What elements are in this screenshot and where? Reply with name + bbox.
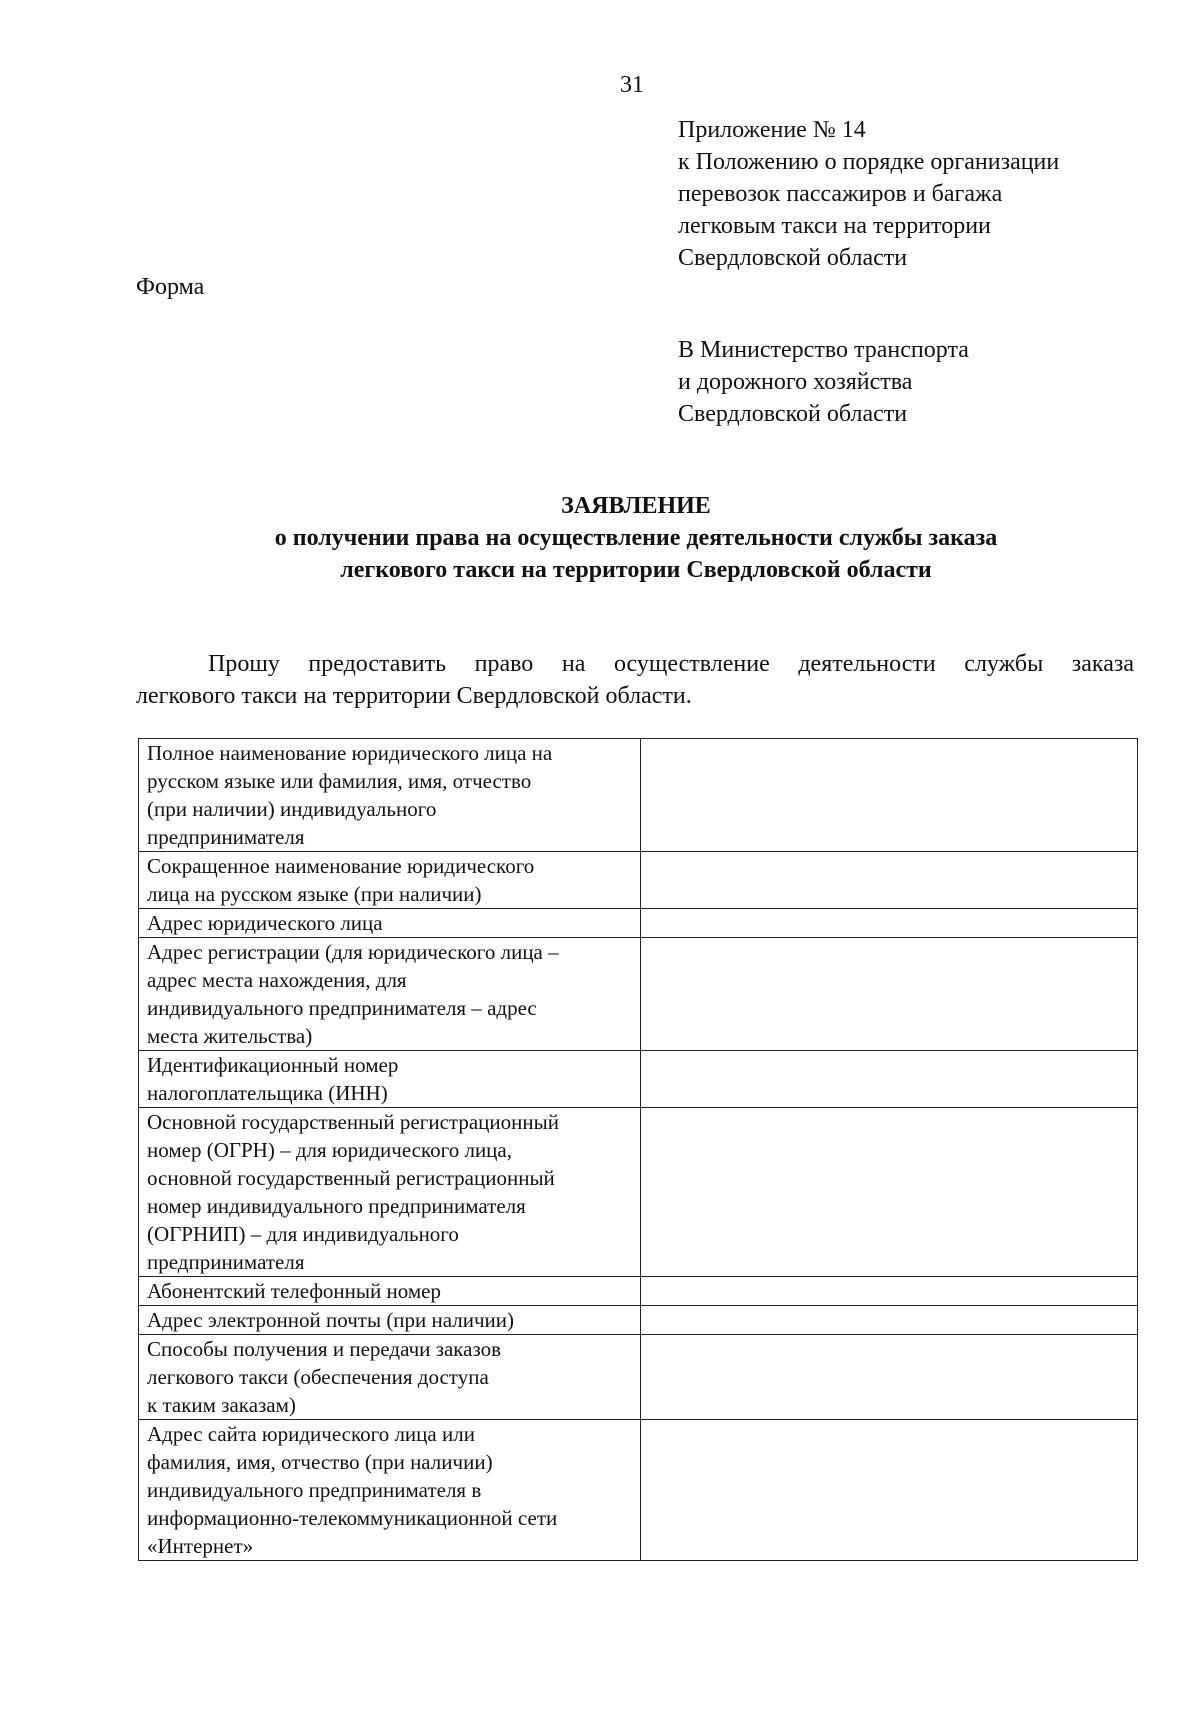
document-title: ЗАЯВЛЕНИЕ [561, 493, 711, 519]
field-label-line: предпринимателя [147, 1250, 305, 1274]
field-label-line: легкового такси (обеспечения доступа [147, 1365, 489, 1389]
field-label-cell [139, 1277, 641, 1306]
table-row [139, 909, 1138, 938]
field-value-cell[interactable] [641, 739, 1138, 852]
field-label-line: индивидуального предпринимателя в [147, 1478, 482, 1502]
field-label-line: русском языке или фамилия, имя, отчество [147, 769, 532, 793]
field-label-cell [139, 1306, 641, 1335]
table-row [139, 1335, 1138, 1420]
field-label-line: Абонентский телефонный номер [147, 1279, 441, 1303]
field-label-line: информационно-телекоммуникационной сети [147, 1506, 558, 1530]
document-subtitle-line: легкового такси на территории Свердловской области [340, 557, 932, 583]
field-label-line: индивидуального предпринимателя – адрес [147, 996, 537, 1020]
table-row [139, 739, 1138, 852]
table-row [139, 938, 1138, 1051]
field-label-line: места жительства) [147, 1024, 313, 1048]
field-label-cell [139, 1051, 641, 1108]
field-label-line: Сокращенное наименование юридического [147, 854, 535, 878]
document-heading [136, 490, 1136, 586]
field-label-cell [139, 1335, 641, 1420]
appendix-block [678, 114, 1059, 274]
field-label-line: основной государственный регистрационный [147, 1166, 555, 1190]
appendix-line: легковым такси на территории [678, 213, 991, 239]
table-row [139, 1051, 1138, 1108]
field-value-cell[interactable] [641, 1108, 1138, 1277]
field-value-cell[interactable] [641, 1051, 1138, 1108]
field-label-line: Адрес юридического лица [147, 911, 383, 935]
field-label-cell [139, 938, 641, 1051]
request-line: легкового такси на территории Свердловской области. [136, 683, 692, 709]
addressee-line: и дорожного хозяйства [678, 369, 913, 395]
appendix-line: Свердловской области [678, 245, 908, 271]
page-number: 31 [620, 72, 644, 98]
field-label-line: Полное наименование юридического лица на [147, 741, 553, 765]
field-label-line: Адрес электронной почты (при наличии) [147, 1308, 515, 1332]
field-label-line: (при наличии) индивидуального [147, 797, 437, 821]
field-label-line: фамилия, имя, отчество (при наличии) [147, 1450, 493, 1474]
table-row [139, 1108, 1138, 1277]
field-label-line: лица на русском языке (при наличии) [147, 882, 482, 906]
field-value-cell[interactable] [641, 1306, 1138, 1335]
field-label-line: Адрес сайта юридического лица или [147, 1422, 475, 1446]
table-row [139, 1277, 1138, 1306]
field-label-line: номер (ОГРН) – для юридического лица, [147, 1138, 512, 1162]
field-label-cell [139, 739, 641, 852]
field-value-cell[interactable] [641, 852, 1138, 909]
addressee-line: Свердловской области [678, 401, 908, 427]
request-paragraph [136, 648, 1134, 712]
field-label-line: налогоплательщика (ИНН) [147, 1081, 388, 1105]
field-label-line: Адрес регистрации (для юридического лица – [147, 940, 559, 964]
table-row [139, 1420, 1138, 1561]
form-label: Форма [136, 274, 205, 300]
application-form-table [138, 738, 1138, 1561]
field-label-line: (ОГРНИП) – для индивидуального [147, 1222, 459, 1246]
document-subtitle-line: о получении права на осуществление деятельности службы заказа [274, 525, 998, 551]
appendix-line: к Положению о порядке организации [678, 149, 1060, 175]
table-row [139, 1306, 1138, 1335]
field-value-cell[interactable] [641, 909, 1138, 938]
form-table-body [139, 739, 1138, 1561]
field-label-cell [139, 909, 641, 938]
field-label-cell [139, 852, 641, 909]
field-label-line: адрес места нахождения, для [147, 968, 407, 992]
field-label-line: к таким заказам) [147, 1393, 296, 1417]
field-label-line: предпринимателя [147, 825, 305, 849]
field-value-cell[interactable] [641, 1335, 1138, 1420]
request-line: Прошу предоставить право на осуществление деятельности службы заказа [208, 651, 1134, 677]
field-label-line: Основной государственный регистрационный [147, 1110, 559, 1134]
table-row [139, 852, 1138, 909]
field-label-cell [139, 1108, 641, 1277]
field-label-line: «Интернет» [147, 1534, 254, 1558]
field-label-line: Идентификационный номер [147, 1053, 399, 1077]
field-value-cell[interactable] [641, 1420, 1138, 1561]
appendix-line: перевозок пассажиров и багажа [678, 181, 1003, 207]
field-label-line: номер индивидуального предпринимателя [147, 1194, 526, 1218]
field-value-cell[interactable] [641, 1277, 1138, 1306]
field-value-cell[interactable] [641, 938, 1138, 1051]
addressee-block [678, 334, 969, 430]
field-label-line: Способы получения и передачи заказов [147, 1337, 502, 1361]
field-label-cell [139, 1420, 641, 1561]
addressee-line: В Министерство транспорта [678, 337, 969, 363]
appendix-line: Приложение № 14 [678, 117, 866, 143]
